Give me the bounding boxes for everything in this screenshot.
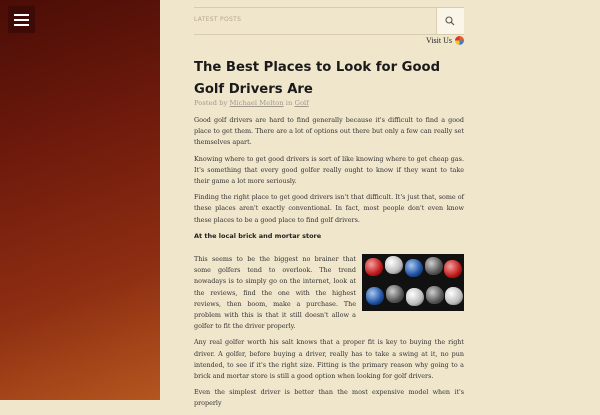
driver-head-image (426, 286, 444, 304)
menu-button[interactable] (8, 6, 35, 33)
golf-drivers-image (362, 254, 464, 311)
meta-prefix: Posted by (194, 99, 228, 107)
driver-head-image (365, 258, 383, 276)
driver-head-image (444, 260, 462, 278)
search-icon (445, 16, 455, 26)
driver-head-image (445, 287, 463, 305)
section-heading: At the local brick and mortar store (194, 231, 322, 240)
sidebar (0, 0, 160, 400)
driver-head-image (366, 287, 384, 305)
top-bar (194, 7, 464, 35)
paragraph: This seems to be the biggest no brainer that some golfers tend to overlook. The trend nowadays is to simply go on the internet, look at the reviews, find the one with the highest reviews, then boom, make a purchase. The problem with this is that it still doesn't allow a golfer to fit the driver properly. (194, 255, 356, 331)
visit-us-label: Visit Us (426, 36, 452, 45)
author-link[interactable]: Michael Melton (229, 99, 284, 107)
category-link[interactable]: Golf (294, 99, 309, 107)
post-meta (194, 99, 309, 107)
search-button[interactable] (436, 8, 464, 34)
hamburger-icon-line (14, 19, 29, 21)
post-body (194, 115, 464, 415)
paragraph: Good golf drivers are hard to find generally because it's difficult to find a good place to get them. There are a lot of options out there but only a few can really set themselves apart. (194, 116, 464, 147)
main-content (194, 0, 464, 408)
meta-in: in (285, 99, 293, 107)
driver-head-image (386, 285, 404, 303)
driver-head-image (405, 259, 423, 277)
hamburger-icon-line (14, 24, 29, 26)
paragraph: Knowing where to get good drivers is sort of like knowing where to get cheap gas. It's something that every good golfer really ought to know if they want to take their game a lot more seriously. (194, 154, 464, 186)
driver-head-image (425, 257, 443, 275)
paragraph: Any real golfer worth his salt knows that a proper fit is key to buying the right driver. A golfer, before buying a driver, really has to take a swing at it, no pun intended, to see if it's the right size. Fitting is the primary reason why going to a brick and mortar store is still a good option when looking for golf drivers. (194, 338, 464, 381)
post-title: The Best Places to Look for Good Golf Drivers Are (194, 60, 441, 97)
paragraph: Finding the right place to get good drivers isn't that difficult. It's just that, some of these places aren't exactly conventional. In fact, most people don't even know these places to be a good place to find golf drivers. (194, 193, 464, 224)
latest-posts-label[interactable]: LATEST POSTS (194, 16, 242, 23)
visit-logo-icon (455, 36, 464, 45)
paragraph: Even the simplest driver is better than the most expensive model when it's properly (194, 388, 464, 408)
driver-head-image (406, 288, 424, 306)
hamburger-icon-line (14, 14, 29, 16)
visit-us-link[interactable] (426, 36, 464, 45)
driver-head-image (385, 256, 403, 274)
